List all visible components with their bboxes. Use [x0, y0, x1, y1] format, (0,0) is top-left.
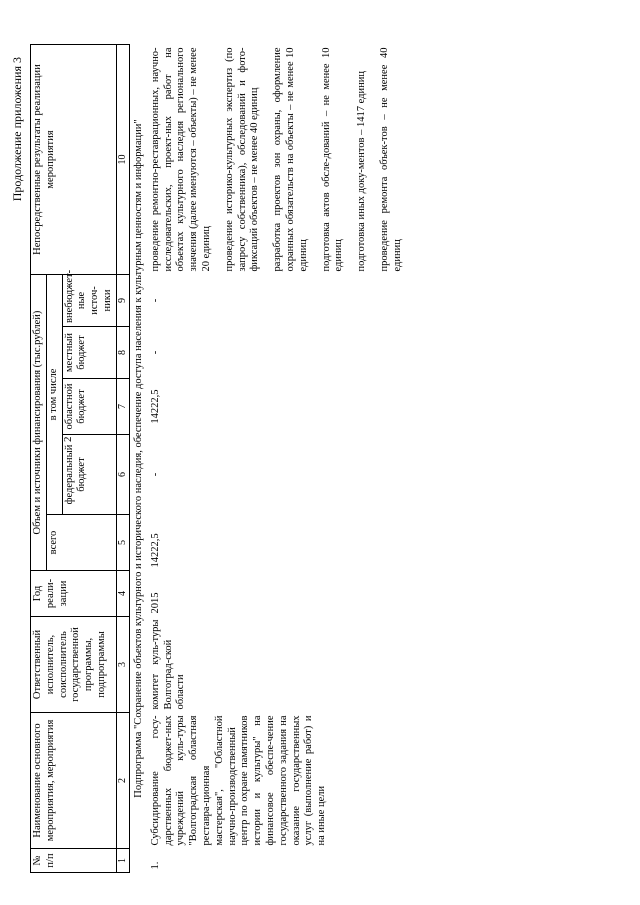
column-index: 1: [116, 849, 129, 873]
subprogram-title: Подпрограмма "Сохранение объектов культурного и исторического наследия, обеспечение доступа населения к культурным ценностям и информации": [132, 119, 144, 798]
header-extra: внебюджет-ные источ-ники: [62, 275, 116, 327]
header-name: Наименование основного мероприятия, мероприятия: [31, 713, 117, 849]
result-item: разработка проектов зон охраны, оформление охранных обязательств на объекты – не менее 10 единиц: [272, 47, 309, 272]
page-number: 2: [62, 436, 74, 442]
header-results: Непосредственные результаты реализации мероприятия: [31, 45, 117, 275]
column-index: 5: [116, 515, 129, 571]
row-executor: комитет куль-туры Волгоград-ской области: [149, 619, 187, 710]
header-finance: Объем и источники финансирования (тыс.рублей): [31, 275, 47, 571]
row-federal: -: [149, 472, 161, 477]
result-item: проведение историко-культурных экспертиз (по запросу собственника), обследований и фото-фиксаций объектов – не менее 40 единиц: [223, 47, 261, 272]
column-index: 3: [116, 617, 129, 713]
column-index: 2: [116, 713, 129, 849]
header-row: [31, 45, 47, 873]
row-regional: 14222,5: [149, 389, 161, 424]
column-index: 6: [116, 435, 129, 515]
header-including: в том числе: [46, 275, 62, 515]
table-row: [149, 45, 416, 873]
header-executor: Ответственный исполнитель, соисполнитель государственной программы, подпрограммы: [31, 617, 117, 713]
row-local: -: [149, 350, 161, 355]
row-year: 2015: [149, 592, 161, 614]
result-item: проведение ремонта объек-тов – не менее 40 единиц: [378, 47, 403, 272]
column-index-row: [116, 45, 129, 873]
rotated-page: [10, 45, 620, 885]
row-results: [149, 45, 416, 275]
row-name: Субсидирование госу-дарственных бюджет-ных учреждений куль-туры "Волгоградская областная реставра-ционная мастерская", "Областной научно-производственный центр по охране памятников истории и культуры" на финансовое обеспе-чение государственного задания на оказание государственных услуг (выполнение работ) и на иные цели: [149, 715, 328, 846]
continuation-label: Продолжение приложения 3: [10, 57, 24, 202]
column-index: 8: [116, 327, 129, 379]
header-year: Год реали-зации: [31, 571, 117, 617]
header-local: местный бюджет: [62, 327, 116, 379]
column-index: 4: [116, 571, 129, 617]
header-regional: областной бюджет: [62, 379, 116, 435]
column-index: 9: [116, 275, 129, 327]
header-number: № п/п: [31, 849, 117, 873]
column-index: 10: [116, 45, 129, 275]
column-index: 7: [116, 379, 129, 435]
result-item: подготовка актов обсле-дований – не менее 10 единиц: [320, 47, 345, 272]
subprogram-row: [129, 45, 148, 873]
header-total: всего: [46, 515, 116, 571]
header-federal: федеральный бюджет: [62, 435, 116, 515]
row-extra: -: [149, 298, 161, 303]
result-item: проведение ремонтно-реставрационных, научно-исследовательских, проект-ных работ на объектах культурного наследия регионального значения (далее именуются – объекты) – не менее 20 единиц: [149, 47, 212, 272]
row-total: 14222,5: [149, 533, 161, 568]
row-number: 1.: [149, 861, 161, 870]
result-item: подготовка иных доку-ментов – 1417 единиц: [356, 71, 368, 272]
program-table: [30, 44, 416, 873]
